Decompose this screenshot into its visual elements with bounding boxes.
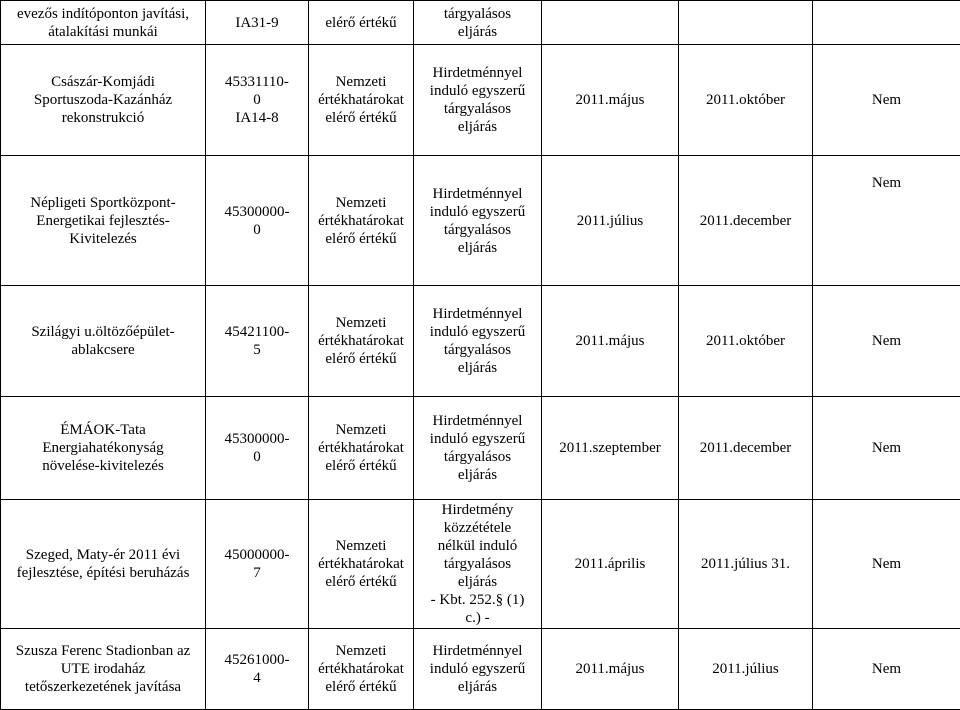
- end-date-cell: [679, 397, 813, 500]
- cell-text-line: Hirdetménnyel: [416, 412, 539, 430]
- cell-text: Nem: [872, 440, 901, 456]
- cell-text-line: Szusza Ferenc Stadionban az: [5, 642, 201, 660]
- cell-text-line: induló egyszerű: [416, 660, 539, 678]
- cell-text-line: Nemzeti: [311, 314, 411, 332]
- cell-text-line: Nemzeti: [311, 421, 411, 439]
- project-name-cell: [1, 500, 206, 629]
- cell-text: 2011.december: [700, 440, 792, 456]
- cell-text-line: UTE irodaház: [5, 660, 201, 678]
- cell-text-line: értékhatárokat: [311, 91, 411, 109]
- eu-funded-cell: [813, 397, 960, 500]
- cell-text-line: elérő értékű: [311, 230, 411, 248]
- cell-text-line: 5: [208, 341, 306, 359]
- cell-text-line: tárgyalásos: [416, 555, 539, 573]
- cell-text-line: elérő értékű: [311, 350, 411, 368]
- cell-text-line: elérő értékű: [311, 573, 411, 591]
- cell-text-line: Népligeti Sportközpont-: [5, 194, 201, 212]
- project-name-cell: [1, 1, 206, 45]
- end-date-cell: [679, 500, 813, 629]
- cell-text-line: Sportuszoda-Kazánház: [5, 91, 201, 109]
- cell-text-line: tetőszerkezetének javítása: [5, 678, 201, 696]
- cell-text-line: Szilágyi u.öltözőépület-: [5, 323, 201, 341]
- procedure-type-cell: [414, 629, 542, 710]
- cell-text-line: eljárás: [416, 239, 539, 257]
- project-name-cell: [1, 397, 206, 500]
- cell-text: Nem: [872, 333, 901, 349]
- cell-text: 2011.július: [712, 661, 779, 677]
- start-date-cell: [542, 629, 679, 710]
- cell-text-line: Nemzeti: [311, 194, 411, 212]
- cell-text: 2011.május: [575, 92, 644, 108]
- cell-text: 2011.szeptember: [559, 440, 661, 456]
- procedure-type-cell: [414, 397, 542, 500]
- cell-text-line: evezős indítóponton javítási,: [5, 5, 201, 23]
- cell-text: 2011.május: [575, 661, 644, 677]
- cell-text-line: fejlesztése, építési beruházás: [5, 564, 201, 582]
- cell-text-line: tárgyalásos: [416, 341, 539, 359]
- cell-text-line: értékhatárokat: [311, 439, 411, 457]
- table-row: [1, 156, 960, 286]
- cell-text-line: Hirdetménnyel: [416, 64, 539, 82]
- procedure-type-cell: [414, 45, 542, 156]
- cell-text-line: értékhatárokat: [311, 660, 411, 678]
- cell-text-line: induló egyszerű: [416, 82, 539, 100]
- procedure-type-cell: [414, 500, 542, 629]
- end-date-cell: [679, 1, 813, 45]
- start-date-cell: [542, 1, 679, 45]
- cell-text-line: rekonstrukció: [5, 109, 201, 127]
- cell-text-line: értékhatárokat: [311, 212, 411, 230]
- value-category-cell: [309, 397, 414, 500]
- cell-text-line: Császár-Komjádi: [5, 73, 201, 91]
- cell-text-line: Nemzeti: [311, 642, 411, 660]
- cell-text-line: Szeged, Maty-ér 2011 évi: [5, 546, 201, 564]
- value-category-cell: [309, 629, 414, 710]
- end-date-cell: [679, 45, 813, 156]
- cpv-code-cell: [206, 1, 309, 45]
- cell-text-line: növelése-kivitelezés: [5, 457, 201, 475]
- cell-text-line: eljárás: [416, 359, 539, 377]
- cell-text-line: értékhatárokat: [311, 555, 411, 573]
- project-name-cell: [1, 286, 206, 397]
- eu-funded-cell: [813, 286, 960, 397]
- cell-text-line: 45261000-: [208, 651, 306, 669]
- project-name-cell: [1, 156, 206, 286]
- eu-funded-cell: [813, 45, 960, 156]
- cell-text-line: 45421100-: [208, 323, 306, 341]
- table-row: [1, 1, 960, 45]
- cell-text-line: Hirdetménnyel: [416, 185, 539, 203]
- end-date-cell: [679, 156, 813, 286]
- cell-text: 2011.október: [706, 92, 785, 108]
- cell-text: 2011.július 31.: [701, 556, 790, 572]
- cell-text-line: induló egyszerű: [416, 430, 539, 448]
- end-date-cell: [679, 286, 813, 397]
- eu-funded-cell: [813, 500, 960, 629]
- value-category-cell: [309, 1, 414, 45]
- cell-text: Nem: [872, 175, 901, 191]
- cell-text-line: 45300000-: [208, 430, 306, 448]
- cell-text-line: eljárás: [416, 118, 539, 136]
- cell-text-line: IA31-9: [208, 14, 306, 32]
- cell-text-line: értékhatárokat: [311, 332, 411, 350]
- cell-text-line: Energiahatékonyság: [5, 439, 201, 457]
- cpv-code-cell: [206, 286, 309, 397]
- cell-text-line: eljárás: [416, 466, 539, 484]
- eu-funded-cell: [813, 1, 960, 45]
- value-category-cell: [309, 286, 414, 397]
- cell-text-line: 0: [208, 221, 306, 239]
- cell-text: Nem: [872, 556, 901, 572]
- cell-text-line: 0: [208, 448, 306, 466]
- cell-text-line: 45000000-: [208, 546, 306, 564]
- cell-text: Nem: [872, 661, 901, 677]
- cell-text-line: - Kbt. 252.§ (1): [416, 591, 539, 609]
- eu-funded-cell: [813, 629, 960, 710]
- cell-text-line: Hirdetmény: [416, 501, 539, 519]
- cell-text-line: eljárás: [416, 573, 539, 591]
- table-row: [1, 286, 960, 397]
- cell-text-line: 0: [208, 91, 306, 109]
- cpv-code-cell: [206, 45, 309, 156]
- cell-text: 2011.december: [700, 213, 792, 229]
- value-category-cell: [309, 45, 414, 156]
- cell-text-line: átalakítási munkái: [5, 23, 201, 41]
- start-date-cell: [542, 286, 679, 397]
- cell-text-line: tárgyalásos: [416, 448, 539, 466]
- table-row: [1, 629, 960, 710]
- cpv-code-cell: [206, 156, 309, 286]
- start-date-cell: [542, 45, 679, 156]
- cell-text-line: tárgyalásos: [416, 100, 539, 118]
- cell-text-line: közzététele: [416, 519, 539, 537]
- cell-text-line: 4: [208, 669, 306, 687]
- start-date-cell: [542, 397, 679, 500]
- cell-text-line: 45331110-: [208, 73, 306, 91]
- cell-text-line: induló egyszerű: [416, 323, 539, 341]
- procedure-type-cell: [414, 286, 542, 397]
- cell-text-line: Energetikai fejlesztés-: [5, 212, 201, 230]
- cell-text-line: IA14-8: [208, 109, 306, 127]
- cell-text-line: elérő értékű: [311, 109, 411, 127]
- project-name-cell: [1, 629, 206, 710]
- table-row: [1, 45, 960, 156]
- cell-text-line: Hirdetménnyel: [416, 642, 539, 660]
- value-category-cell: [309, 156, 414, 286]
- cell-text-line: induló egyszerű: [416, 203, 539, 221]
- cell-text-line: elérő értékű: [311, 457, 411, 475]
- cell-text: 2011.április: [575, 556, 646, 572]
- cell-text-line: Nemzeti: [311, 537, 411, 555]
- cell-text-line: elérő értékű: [311, 14, 411, 32]
- cell-text-line: nélkül induló: [416, 537, 539, 555]
- table-row: [1, 500, 960, 629]
- cell-text: 2011.július: [577, 213, 644, 229]
- cell-text-line: Hirdetménnyel: [416, 305, 539, 323]
- end-date-cell: [679, 629, 813, 710]
- cell-text: 2011.május: [575, 333, 644, 349]
- cell-text-line: 7: [208, 564, 306, 582]
- eu-funded-cell: [813, 156, 960, 286]
- cell-text-line: elérő értékű: [311, 678, 411, 696]
- cpv-code-cell: [206, 397, 309, 500]
- project-name-cell: [1, 45, 206, 156]
- cell-text: Nem: [872, 92, 901, 108]
- cell-text-line: eljárás: [416, 23, 539, 41]
- cell-text-line: tárgyalásos: [416, 5, 539, 23]
- start-date-cell: [542, 500, 679, 629]
- cpv-code-cell: [206, 629, 309, 710]
- cell-text: 2011.október: [706, 333, 785, 349]
- cell-text-line: c.) -: [416, 609, 539, 627]
- cell-text-line: Kivitelezés: [5, 230, 201, 248]
- cell-text-line: ÉMÁOK-Tata: [5, 421, 201, 439]
- cell-text-line: Nemzeti: [311, 73, 411, 91]
- procedure-type-cell: [414, 156, 542, 286]
- procedure-type-cell: [414, 1, 542, 45]
- cell-text-line: ablakcsere: [5, 341, 201, 359]
- cpv-code-cell: [206, 500, 309, 629]
- cell-text-line: tárgyalásos: [416, 221, 539, 239]
- table-row: [1, 397, 960, 500]
- start-date-cell: [542, 156, 679, 286]
- cell-text-line: eljárás: [416, 678, 539, 696]
- value-category-cell: [309, 500, 414, 629]
- cell-text-line: 45300000-: [208, 203, 306, 221]
